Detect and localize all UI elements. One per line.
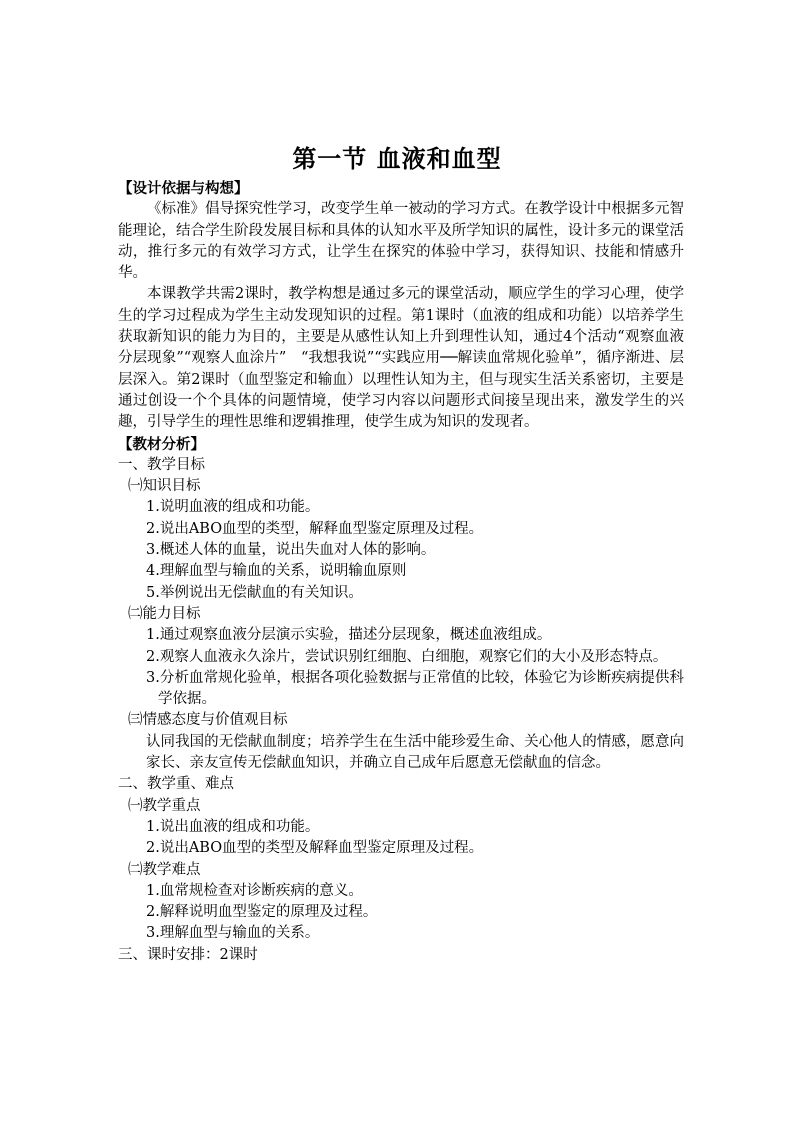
- design-paragraph-1: 《标准》倡导探究性学习，改变学生单一被动的学习方式。在教学设计中根据多元智能理论，结合学生阶段发展目标和具体的认知水平及所学知识的属性，设计多元的课堂活动，推行多元的有效学习方式，让学生在探究的体验中学习，获得知识、技能和情感升华。: [118, 201, 684, 282]
- document-body: [118, 178, 684, 966]
- list-item: 2.说出ABO血型的类型及解释血型鉴定原理及过程。: [146, 840, 484, 857]
- teaching-focus-heading: ㈠教学重点: [128, 797, 201, 814]
- knowledge-goals-heading: ㈠知识目标: [128, 478, 201, 495]
- schedule-line: 三、课时安排：2课时: [118, 946, 258, 963]
- section-key-points-heading: 二、教学重、难点: [118, 776, 234, 793]
- list-item: 3.理解血型与输血的关系。: [146, 925, 320, 942]
- list-item: 5.举例说出无偿献血的有关知识。: [146, 584, 363, 601]
- list-item: 2.观察人血液永久涂片，尝试识别红细胞、白细胞，观察它们的大小及形态特点。: [146, 648, 668, 665]
- design-paragraph-2: 本课教学共需2课时，教学构想是通过多元的课堂活动，顺应学生的学习心理，使学生的学习过程成为学生主动发现知识的过程。第1课时（血液的组成和功能）以培养学生获取新知识的能力为目的，主要是从感性认知上升到理性认知，通过4个活动“观察血液分层现象”“观察人血涂片” “我想我说”“实践应用──解读血常规化验单”，循序渐进、层层深入。第2课时（血型鉴定和输血）以理性认知为主，但与现实生活关系密切，主要是通过创设一个个具体的问题情境，使学习内容以问题形式间接呈现出来，激发学生的兴趣，引导学生的理性思维和逻辑推理，使学生成为知识的发现者。: [118, 286, 684, 431]
- list-item: 4.理解血型与输血的关系，说明输血原则: [146, 563, 407, 580]
- list-item: 3.概述人体的血量，说出失血对人体的影响。: [146, 542, 436, 559]
- design-heading: 【设计依据与构想】: [118, 180, 249, 197]
- list-item: 1.血常规检查对诊断疾病的意义。: [146, 882, 363, 899]
- list-item: 1.说明血液的组成和功能。: [146, 499, 320, 516]
- analysis-heading: 【教材分析】: [118, 435, 205, 453]
- list-item: 2.解释说明血型鉴定的原理及过程。: [146, 904, 378, 921]
- emotion-goals-text: 认同我国的无偿献血制度；培养学生在生活中能珍爱生命、关心他人的情感，愿意向家长、亲友宣传无偿献血知识，并确立自己成年后愿意无偿献血的信念。: [146, 733, 684, 772]
- list-item: 3.分析血常规化验单，根据各项化验数据与正常值的比较，体验它为诊断疾病提供科学依据。: [146, 669, 684, 708]
- list-item: 1.说出血液的组成和功能。: [146, 818, 320, 835]
- page-title: 第一节 血液和血型: [292, 144, 502, 173]
- section-goals-heading: 一、教学目标: [118, 456, 205, 473]
- teaching-difficulty-heading: ㈡教学难点: [128, 861, 201, 878]
- list-item: 1.通过观察血液分层演示实验，描述分层现象，概述血液组成。: [146, 627, 552, 644]
- list-item: 2.说出ABO血型的类型，解释血型鉴定原理及过程。: [146, 520, 484, 537]
- ability-goals-heading: ㈡能力目标: [128, 605, 201, 622]
- emotion-goals-heading: ㈢情感态度与价值观目标: [128, 712, 288, 729]
